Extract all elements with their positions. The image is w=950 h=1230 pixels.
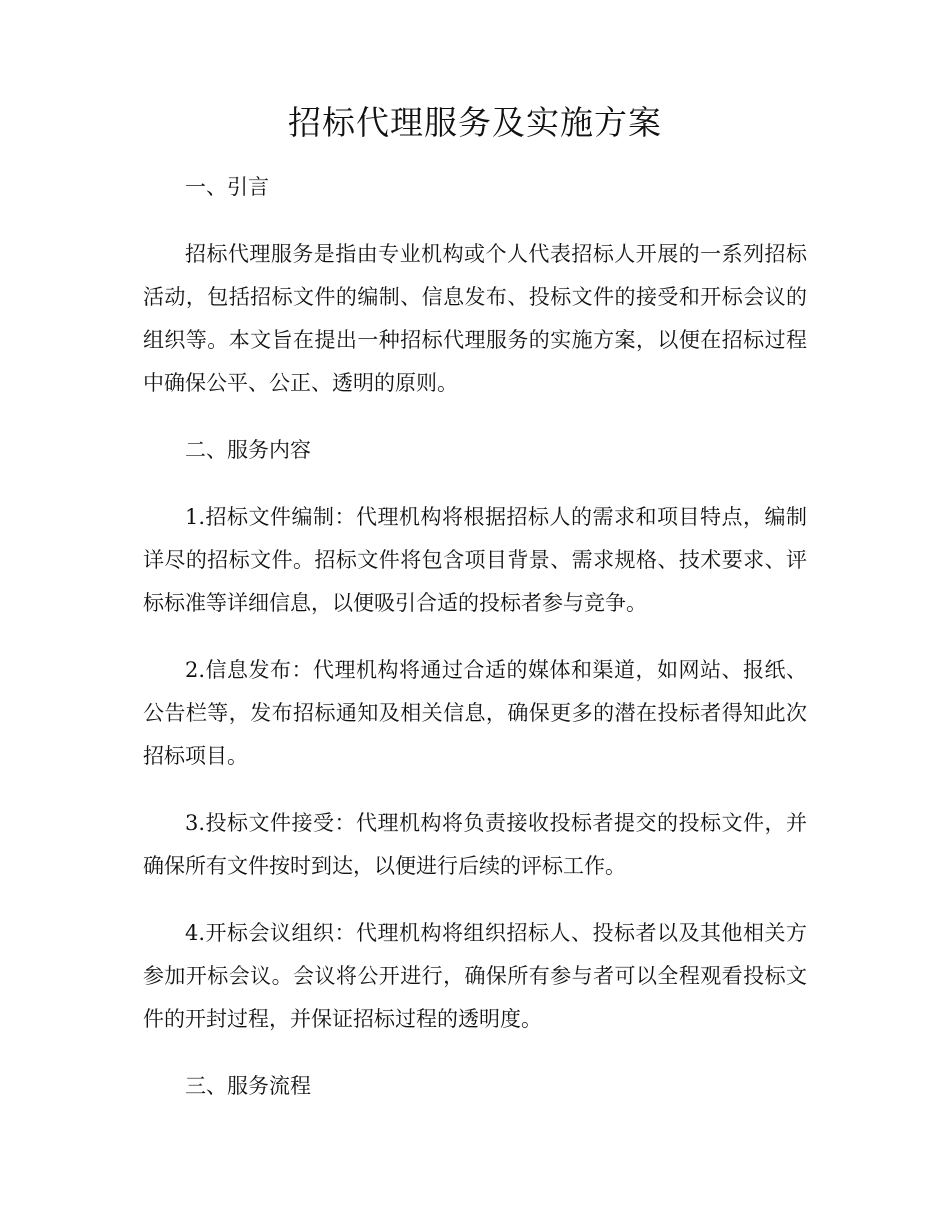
section-heading-service-content: 二、服务内容 [185, 438, 311, 462]
section-heading-intro: 一、引言 [185, 175, 269, 199]
service-item-2: 2.信息发布：代理机构将通过合适的媒体和渠道，如网站、报纸、公告栏等，发布招标通知及相关信息，确保更多的潜在投标者得知此次招标项目。 [143, 658, 807, 768]
document-content [143, 166, 807, 1132]
document-title: 招标代理服务及实施方案 [288, 103, 662, 142]
service-item-4: 4.开标会议组织：代理机构将组织招标人、投标者以及其他相关方参加开标会议。会议将公开进行，确保所有参与者可以全程观看投标文件的开封过程，并保证招标过程的透明度。 [143, 921, 807, 1031]
intro-paragraph: 招标代理服务是指由专业机构或个人代表招标人开展的一系列招标活动，包括招标文件的编制、信息发布、投标文件的接受和开标会议的组织等。本文旨在提出一种招标代理服务的实施方案，以便在招标过程中确保公平、公正、透明的原则。 [143, 242, 807, 395]
section-heading-service-process: 三、服务流程 [185, 1074, 311, 1098]
service-item-3: 3.投标文件接受：代理机构将负责接收投标者提交的投标文件，并确保所有文件按时到达，以便进行后续的评标工作。 [143, 811, 807, 878]
service-item-1: 1.招标文件编制：代理机构将根据招标人的需求和项目特点，编制详尽的招标文件。招标文件将包含项目背景、需求规格、技术要求、评标标准等详细信息，以便吸引合适的投标者参与竞争。 [143, 505, 807, 615]
